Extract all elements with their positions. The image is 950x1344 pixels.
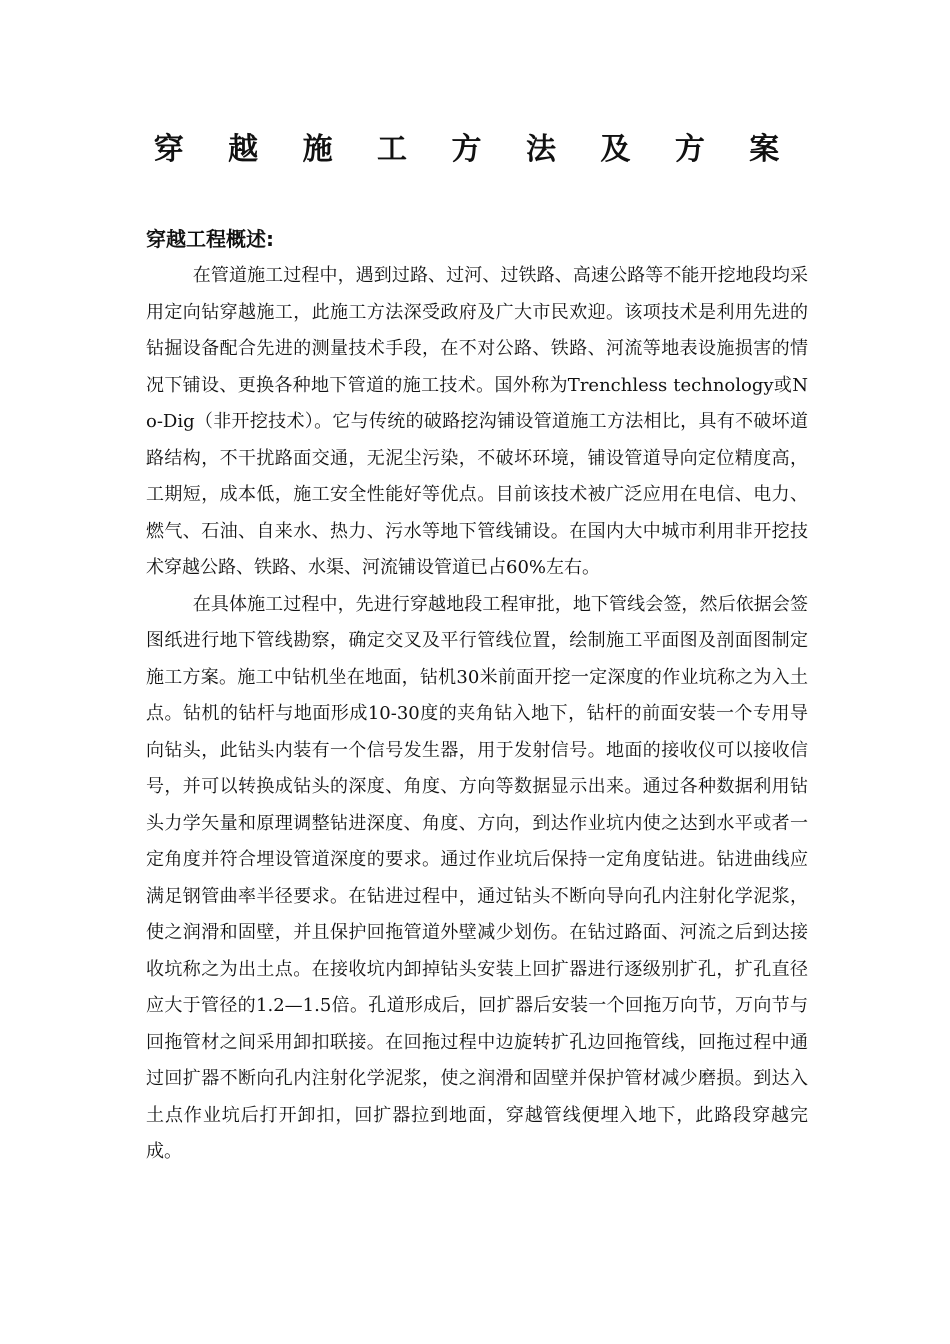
paragraph-overview: 在管道施工过程中，遇到过路、过河、过铁路、高速公路等不能开挖地段均采用定向钻穿越施工，此施工方法深受政府及广大市民欢迎。该项技术是利用先进的钻掘设备配合先进的测量技术手段，在不对公路、铁路、河流等地表设施损害的情况下铺设、更换各种地下管道的施工技术。国外称为Trenchless technology或No-Dig（非开挖技术）。它与传统的破路挖沟铺设管道施工方法相比，具有不破坏道路结构，不干扰路面交通，无泥尘污染，不破坏环境，铺设管道导向定位精度高，工期短，成本低，施工安全性能好等优点。目前该技术被广泛应用在电信、电力、燃气、石油、自来水、热力、污水等地下管线铺设。在国内大中城市利用非开挖技术穿越公路、铁路、水渠、河流铺设管道已占60%左右。: [146, 265, 808, 578]
section-heading: 穿越工程概述:: [146, 227, 274, 251]
paragraph-construction-process: 在具体施工过程中，先进行穿越地段工程审批，地下管线会签，然后依据会签图纸进行地下管线勘察，确定交叉及平行管线位置，绘制施工平面图及剖面图制定施工方案。施工中钻机坐在地面，钻机30米前面开挖一定深度的作业坑称之为入土点。钻机的钻杆与地面形成10-30度的夹角钻入地下，钻杆的前面安装一个专用导向钻头，此钻头内装有一个信号发生器，用于发射信号。地面的接收仪可以接收信号，并可以转换成钻头的深度、角度、方向等数据显示出来。通过各种数据利用钻头力学矢量和原理调整钻进深度、角度、方向，到达作业坑内使之达到水平或者一定角度并符合埋设管道深度的要求。通过作业坑后保持一定角度钻进。钻进曲线应满足钢管曲率半径要求。在钻进过程中，通过钻头不断向导向孔内注射化学泥浆，使之润滑和固壁，并且保护回拖管道外壁减少划伤。在钻过路面、河流之后到达接收坑称之为出土点。在接收坑内卸掉钻头安装上回扩器进行逐级别扩孔，扩孔直径应大于管径的1.2—1.5倍。孔道形成后，回扩器后安装一个回拖万向节，万向节与回拖管材之间采用卸扣联接。在回拖过程中边旋转扩孔边回拖管线，回拖过程中通过回扩器不断向孔内注射化学泥浆，使之润滑和固壁并保护管材减少磨损。到达入土点作业坑后打开卸扣，回扩器拉到地面，穿越管线便埋入地下，此路段穿越完成。: [146, 593, 808, 1162]
body-text: [146, 258, 808, 1171]
document-title: 穿 越 施 工 方 法 及 方 案: [153, 132, 797, 167]
